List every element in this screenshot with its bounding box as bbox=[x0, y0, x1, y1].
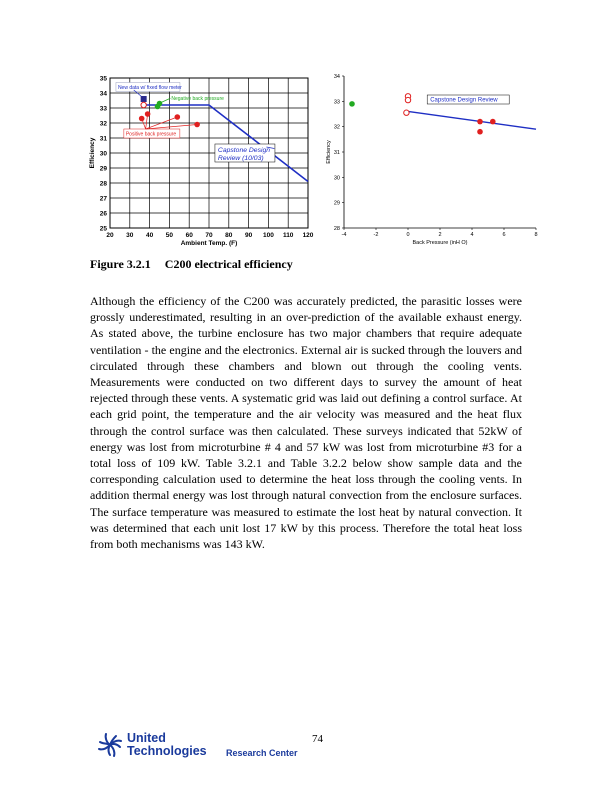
data-point bbox=[349, 101, 355, 107]
y-tick-label: 29 bbox=[99, 165, 107, 173]
data-point bbox=[490, 119, 496, 125]
y-tick-label: 33 bbox=[99, 105, 107, 113]
data-point bbox=[139, 116, 145, 122]
y-axis-label: Efficiency bbox=[326, 140, 332, 164]
x-tick-label: 80 bbox=[225, 232, 233, 239]
page-number: 74 bbox=[312, 733, 323, 745]
x-tick-label: 4 bbox=[470, 232, 474, 238]
y-tick-label: 30 bbox=[99, 150, 107, 158]
company-name-line2: Technologies bbox=[127, 744, 207, 758]
x-tick-label: 60 bbox=[185, 232, 193, 239]
data-point bbox=[477, 129, 483, 135]
negative-back-pressure-label: Negative back pressure bbox=[171, 95, 224, 102]
x-tick-label: 70 bbox=[205, 232, 213, 239]
positive-back-pressure-label: Positive back pressure bbox=[125, 131, 177, 138]
body-paragraph: Although the efficiency of the C200 was accurately predicted, the parasitic losses were grossly underestimated, resulting in an over-prediction of the available exhaust energy. As stated above, the turbine enclosure has two major chambers that require adequate ventilation - the engine and the electronics. External air is sucked through the louvers and circulated through these chambers and blown out through the cooling vents. Measurements were conducted on two different days to survey the amount of heat rejected through these vents. A systematic grid was laid out defining a control surface. At each grid point, the temperature and the air velocity was measured and the heat flux through the control surface was then calculated. These surveys indicated that 52kW of energy was lost from microturbine # 4 and 57 kW was lost from microturbine #3 for a total loss of 109 kW. Table 3.2.1 and Table 3.2.2 below show sample data and the corresponding calculation used to determine the heat loss through the cooling vents. In addition thermal energy was lost through natural convection from the enclosure surfaces. The surface temperature was measured to estimate the lost heat by natural convection. It was determined that each unit lost 17 kW by this process. Therefore the total heat loss from both mechanisms was 143 kW. bbox=[90, 294, 522, 552]
x-tick-label: 2 bbox=[438, 232, 442, 238]
y-tick-label: 26 bbox=[99, 210, 107, 218]
x-tick-label: -2 bbox=[373, 232, 379, 238]
y-tick-label: 27 bbox=[99, 195, 107, 203]
utc-swirl-logo-icon bbox=[97, 732, 123, 758]
x-tick-label: 90 bbox=[244, 232, 253, 239]
y-tick-label: 31 bbox=[333, 150, 340, 156]
data-point bbox=[404, 110, 409, 115]
data-point bbox=[157, 101, 163, 107]
y-tick-label: 32 bbox=[99, 120, 107, 128]
negative-arrow bbox=[160, 98, 170, 103]
data-point bbox=[405, 97, 410, 102]
x-tick-label: 0 bbox=[406, 232, 410, 238]
x-axis-label: Ambient Temp. (F) bbox=[180, 240, 238, 247]
y-tick-label: 25 bbox=[99, 225, 107, 233]
company-name-line1: United bbox=[127, 731, 166, 745]
x-tick-label: 110 bbox=[282, 232, 294, 239]
x-tick-label: 8 bbox=[534, 232, 538, 238]
y-tick-label: 35 bbox=[99, 75, 107, 83]
efficiency-vs-ambient-temp-chart bbox=[86, 70, 322, 250]
data-point bbox=[477, 119, 483, 125]
utc-logo bbox=[97, 732, 317, 762]
data-point bbox=[145, 111, 151, 117]
data-point bbox=[141, 96, 147, 102]
data-point bbox=[175, 114, 181, 120]
y-tick-label: 29 bbox=[333, 200, 340, 207]
capstone-design-review-line bbox=[144, 105, 308, 182]
y-tick-label: 28 bbox=[99, 180, 107, 188]
y-tick-label: 34 bbox=[99, 90, 107, 98]
capstone-label-line1: Capstone Design bbox=[217, 147, 271, 154]
y-axis-label: Efficiency bbox=[89, 137, 96, 169]
capstone-label-line2: Review (10/03) bbox=[217, 155, 264, 162]
y-tick-label: 33 bbox=[333, 99, 340, 106]
figure-caption-text: C200 electrical efficiency bbox=[164, 257, 293, 271]
capstone-design-review-line bbox=[408, 111, 536, 129]
x-tick-label: 50 bbox=[165, 232, 174, 239]
x-tick-label: 20 bbox=[106, 232, 114, 239]
x-tick-label: 6 bbox=[502, 232, 506, 238]
data-point bbox=[194, 122, 200, 128]
x-tick-label: 100 bbox=[262, 232, 274, 239]
capstone-label: Capstone Design Review bbox=[430, 97, 498, 104]
data-point bbox=[141, 102, 146, 107]
figure-caption bbox=[90, 257, 293, 272]
y-tick-label: 34 bbox=[333, 74, 340, 80]
x-tick-label: 30 bbox=[126, 232, 134, 239]
y-tick-label: 31 bbox=[99, 135, 107, 143]
x-tick-label: 120 bbox=[302, 232, 314, 239]
research-center-label: Research Center bbox=[226, 748, 298, 758]
efficiency-vs-back-pressure-chart bbox=[322, 70, 544, 250]
figure-number: Figure 3.2.1 bbox=[90, 257, 151, 271]
y-tick-label: 32 bbox=[333, 124, 340, 131]
y-tick-label: 30 bbox=[333, 175, 340, 182]
x-tick-label: -4 bbox=[341, 232, 347, 238]
y-tick-label: 28 bbox=[333, 226, 340, 232]
x-axis-label: Back Pressure (inH O) bbox=[412, 240, 468, 246]
new-data-label: New data w/ fixed flow meter bbox=[117, 85, 182, 91]
x-tick-label: 40 bbox=[145, 232, 154, 239]
